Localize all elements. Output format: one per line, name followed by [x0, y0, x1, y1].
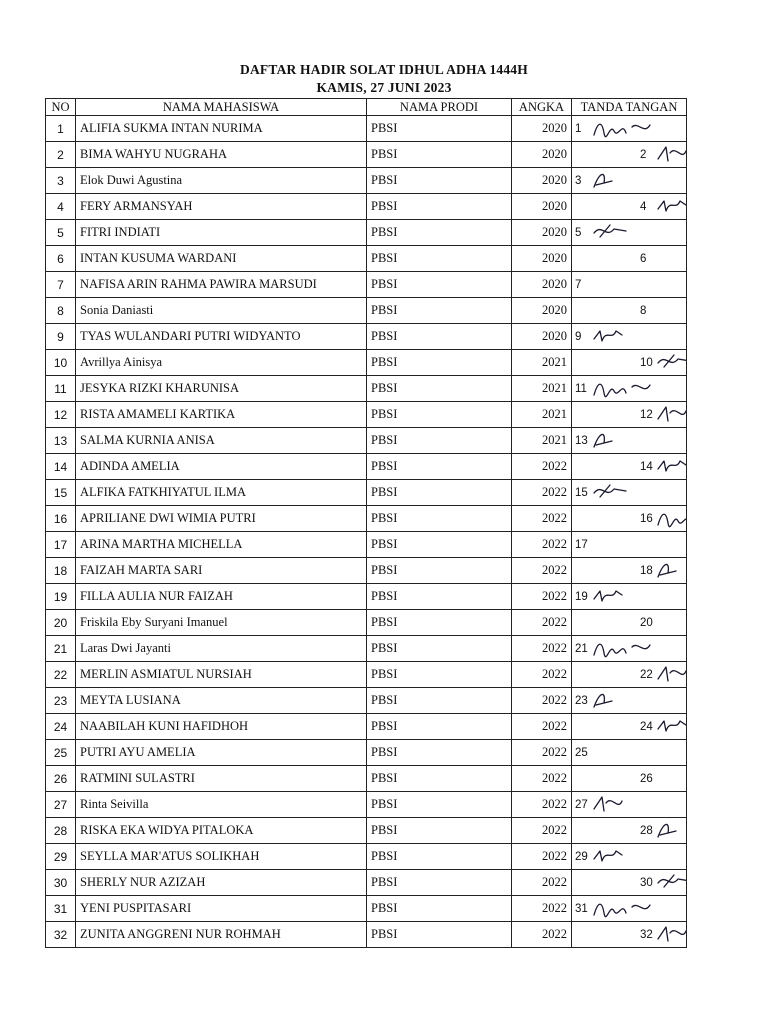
- signature-number: 16: [640, 512, 653, 525]
- handwritten-signature: [592, 585, 652, 607]
- signature-number: 29: [575, 850, 588, 863]
- enrollment-year: 2022: [512, 714, 572, 740]
- handwritten-signature: [592, 845, 652, 867]
- handwritten-signature: [656, 559, 687, 581]
- handwritten-signature: [592, 221, 652, 243]
- signature-cell: [572, 844, 687, 870]
- handwritten-signature: [592, 325, 652, 347]
- enrollment-year: 2020: [512, 246, 572, 272]
- program-name: PBSI: [367, 584, 512, 610]
- enrollment-year: 2020: [512, 116, 572, 142]
- enrollment-year: 2020: [512, 272, 572, 298]
- signature-cell: [572, 376, 687, 402]
- handwritten-signature: [656, 923, 687, 945]
- table-row: [46, 896, 687, 922]
- enrollment-year: 2022: [512, 844, 572, 870]
- row-number: 31: [46, 896, 76, 922]
- table-row: [46, 324, 687, 350]
- student-name: Laras Dwi Jayanti: [76, 636, 367, 662]
- enrollment-year: 2022: [512, 688, 572, 714]
- student-name: Sonia Daniasti: [76, 298, 367, 324]
- enrollment-year: 2022: [512, 506, 572, 532]
- student-name: JESYKA RIZKI KHARUNISA: [76, 376, 367, 402]
- enrollment-year: 2022: [512, 558, 572, 584]
- program-name: PBSI: [367, 220, 512, 246]
- student-name: SEYLLA MAR'ATUS SOLIKHAH: [76, 844, 367, 870]
- enrollment-year: 2022: [512, 610, 572, 636]
- handwritten-signature: [656, 819, 687, 841]
- student-name: MERLIN ASMIATUL NURSIAH: [76, 662, 367, 688]
- table-row: [46, 194, 687, 220]
- table-row: [46, 636, 687, 662]
- row-number: 16: [46, 506, 76, 532]
- row-number: 4: [46, 194, 76, 220]
- handwritten-signature: [656, 715, 687, 737]
- handwritten-signature: [656, 143, 687, 165]
- program-name: PBSI: [367, 376, 512, 402]
- student-name: FITRI INDIATI: [76, 220, 367, 246]
- handwritten-signature: [656, 455, 687, 477]
- signature-cell: [572, 792, 687, 818]
- signature-number: 15: [575, 486, 588, 499]
- table-row: [46, 350, 687, 376]
- table-header-row: [46, 99, 687, 116]
- row-number: 5: [46, 220, 76, 246]
- table-row: [46, 714, 687, 740]
- handwritten-signature: [592, 169, 652, 191]
- table-row: [46, 870, 687, 896]
- table-row: [46, 402, 687, 428]
- table-row: [46, 298, 687, 324]
- program-name: PBSI: [367, 818, 512, 844]
- student-name: YENI PUSPITASARI: [76, 896, 367, 922]
- enrollment-year: 2020: [512, 298, 572, 324]
- student-name: Friskila Eby Suryani Imanuel: [76, 610, 367, 636]
- enrollment-year: 2022: [512, 662, 572, 688]
- handwritten-signature: [656, 871, 687, 893]
- handwritten-signature: [592, 897, 652, 919]
- table-body: [46, 116, 687, 948]
- signature-number: 25: [575, 746, 588, 759]
- table-row: [46, 142, 687, 168]
- table-row: [46, 428, 687, 454]
- table-row: [46, 818, 687, 844]
- student-name: RISKA EKA WIDYA PITALOKA: [76, 818, 367, 844]
- row-number: 10: [46, 350, 76, 376]
- signature-cell: [572, 298, 687, 324]
- handwritten-signature: [592, 429, 652, 451]
- signature-number: 27: [575, 798, 588, 811]
- program-name: PBSI: [367, 792, 512, 818]
- student-name: APRILIANE DWI WIMIA PUTRI: [76, 506, 367, 532]
- signature-cell: [572, 324, 687, 350]
- program-name: PBSI: [367, 116, 512, 142]
- signature-cell: [572, 766, 687, 792]
- signature-number: 32: [640, 928, 653, 941]
- row-number: 19: [46, 584, 76, 610]
- program-name: PBSI: [367, 350, 512, 376]
- table-row: [46, 454, 687, 480]
- signature-number: 2: [640, 148, 647, 161]
- row-number: 27: [46, 792, 76, 818]
- program-name: PBSI: [367, 532, 512, 558]
- program-name: PBSI: [367, 896, 512, 922]
- enrollment-year: 2021: [512, 428, 572, 454]
- table-row: [46, 792, 687, 818]
- table-row: [46, 922, 687, 948]
- signature-number: 3: [575, 174, 582, 187]
- table-row: [46, 376, 687, 402]
- program-name: PBSI: [367, 844, 512, 870]
- student-name: RISTA AMAMELI KARTIKA: [76, 402, 367, 428]
- signature-cell: [572, 584, 687, 610]
- row-number: 6: [46, 246, 76, 272]
- student-name: ARINA MARTHA MICHELLA: [76, 532, 367, 558]
- signature-cell: [572, 454, 687, 480]
- enrollment-year: 2022: [512, 870, 572, 896]
- signature-cell: [572, 142, 687, 168]
- row-number: 25: [46, 740, 76, 766]
- signature-number: 31: [575, 902, 588, 915]
- program-name: PBSI: [367, 402, 512, 428]
- enrollment-year: 2020: [512, 324, 572, 350]
- enrollment-year: 2022: [512, 480, 572, 506]
- signature-cell: [572, 896, 687, 922]
- program-name: PBSI: [367, 740, 512, 766]
- table-row: [46, 220, 687, 246]
- student-name: ALFIKA FATKHIYATUL ILMA: [76, 480, 367, 506]
- signature-cell: [572, 922, 687, 948]
- enrollment-year: 2020: [512, 220, 572, 246]
- signature-number: 12: [640, 408, 653, 421]
- handwritten-signature: [656, 507, 687, 529]
- enrollment-year: 2022: [512, 740, 572, 766]
- table-row: [46, 246, 687, 272]
- signature-cell: [572, 610, 687, 636]
- student-name: SALMA KURNIA ANISA: [76, 428, 367, 454]
- enrollment-year: 2020: [512, 142, 572, 168]
- signature-number: 11: [575, 382, 587, 395]
- student-name: ZUNITA ANGGRENI NUR ROHMAH: [76, 922, 367, 948]
- row-number: 32: [46, 922, 76, 948]
- handwritten-signature: [656, 403, 687, 425]
- signature-number: 19: [575, 590, 588, 603]
- signature-number: 26: [640, 772, 653, 785]
- enrollment-year: 2022: [512, 896, 572, 922]
- row-number: 13: [46, 428, 76, 454]
- signature-number: 8: [640, 304, 647, 317]
- program-name: PBSI: [367, 272, 512, 298]
- table-row: [46, 168, 687, 194]
- table-row: [46, 844, 687, 870]
- row-number: 20: [46, 610, 76, 636]
- program-name: PBSI: [367, 610, 512, 636]
- student-name: Avrillya Ainisya: [76, 350, 367, 376]
- signature-cell: [572, 480, 687, 506]
- signature-number: 1: [575, 122, 582, 135]
- signature-number: 13: [575, 434, 588, 447]
- student-name: PUTRI AYU AMELIA: [76, 740, 367, 766]
- student-name: FAIZAH MARTA SARI: [76, 558, 367, 584]
- enrollment-year: 2022: [512, 792, 572, 818]
- signature-number: 30: [640, 876, 653, 889]
- enrollment-year: 2022: [512, 922, 572, 948]
- program-name: PBSI: [367, 870, 512, 896]
- handwritten-signature: [656, 195, 687, 217]
- header-signature: TANDA TANGAN: [572, 99, 687, 116]
- student-name: ALIFIA SUKMA INTAN NURIMA: [76, 116, 367, 142]
- row-number: 1: [46, 116, 76, 142]
- signature-cell: [572, 740, 687, 766]
- row-number: 12: [46, 402, 76, 428]
- student-name: TYAS WULANDARI PUTRI WIDYANTO: [76, 324, 367, 350]
- table-row: [46, 480, 687, 506]
- signature-number: 5: [575, 226, 582, 239]
- handwritten-signature: [592, 689, 652, 711]
- program-name: PBSI: [367, 506, 512, 532]
- signature-cell: [572, 428, 687, 454]
- program-name: PBSI: [367, 662, 512, 688]
- row-number: 9: [46, 324, 76, 350]
- row-number: 22: [46, 662, 76, 688]
- enrollment-year: 2022: [512, 636, 572, 662]
- signature-cell: [572, 402, 687, 428]
- student-name: ADINDA AMELIA: [76, 454, 367, 480]
- header-no: NO: [46, 99, 76, 116]
- program-name: PBSI: [367, 688, 512, 714]
- row-number: 3: [46, 168, 76, 194]
- enrollment-year: 2021: [512, 376, 572, 402]
- program-name: PBSI: [367, 142, 512, 168]
- attendance-table: [45, 98, 687, 948]
- signature-number: 9: [575, 330, 582, 343]
- enrollment-year: 2022: [512, 818, 572, 844]
- handwritten-signature: [592, 793, 652, 815]
- program-name: PBSI: [367, 558, 512, 584]
- table-row: [46, 116, 687, 142]
- row-number: 8: [46, 298, 76, 324]
- enrollment-year: 2022: [512, 584, 572, 610]
- row-number: 18: [46, 558, 76, 584]
- program-name: PBSI: [367, 428, 512, 454]
- row-number: 29: [46, 844, 76, 870]
- row-number: 21: [46, 636, 76, 662]
- program-name: PBSI: [367, 480, 512, 506]
- signature-cell: [572, 662, 687, 688]
- enrollment-year: 2022: [512, 454, 572, 480]
- table-row: [46, 740, 687, 766]
- row-number: 28: [46, 818, 76, 844]
- signature-number: 24: [640, 720, 653, 733]
- handwritten-signature: [656, 351, 687, 373]
- program-name: PBSI: [367, 766, 512, 792]
- student-name: FILLA AULIA NUR FAIZAH: [76, 584, 367, 610]
- program-name: PBSI: [367, 194, 512, 220]
- student-name: SHERLY NUR AZIZAH: [76, 870, 367, 896]
- enrollment-year: 2022: [512, 766, 572, 792]
- row-number: 24: [46, 714, 76, 740]
- header-year: ANGKA: [512, 99, 572, 116]
- program-name: PBSI: [367, 636, 512, 662]
- table-row: [46, 272, 687, 298]
- row-number: 7: [46, 272, 76, 298]
- enrollment-year: 2020: [512, 168, 572, 194]
- signature-number: 7: [575, 278, 582, 291]
- handwritten-signature: [656, 663, 687, 685]
- table-row: [46, 662, 687, 688]
- signature-cell: [572, 714, 687, 740]
- enrollment-year: 2022: [512, 532, 572, 558]
- student-name: FERY ARMANSYAH: [76, 194, 367, 220]
- signature-cell: [572, 818, 687, 844]
- student-name: INTAN KUSUMA WARDANI: [76, 246, 367, 272]
- signature-number: 28: [640, 824, 653, 837]
- signature-number: 18: [640, 564, 653, 577]
- student-name: MEYTA LUSIANA: [76, 688, 367, 714]
- signature-number: 14: [640, 460, 653, 473]
- program-name: PBSI: [367, 246, 512, 272]
- program-name: PBSI: [367, 714, 512, 740]
- signature-cell: [572, 246, 687, 272]
- student-name: Rinta Seivilla: [76, 792, 367, 818]
- program-name: PBSI: [367, 168, 512, 194]
- signature-number: 21: [575, 642, 588, 655]
- row-number: 30: [46, 870, 76, 896]
- document-title: DAFTAR HADIR SOLAT IDHUL ADHA 1444H: [240, 62, 528, 77]
- signature-number: 20: [640, 616, 653, 629]
- student-name: RATMINI SULASTRI: [76, 766, 367, 792]
- handwritten-signature: [592, 481, 652, 503]
- row-number: 26: [46, 766, 76, 792]
- table-row: [46, 506, 687, 532]
- enrollment-year: 2021: [512, 402, 572, 428]
- table-row: [46, 688, 687, 714]
- student-name: BIMA WAHYU NUGRAHA: [76, 142, 367, 168]
- document-date: KAMIS, 27 JUNI 2023: [316, 80, 452, 95]
- program-name: PBSI: [367, 298, 512, 324]
- signature-cell: [572, 688, 687, 714]
- handwritten-signature: [592, 377, 652, 399]
- program-name: PBSI: [367, 324, 512, 350]
- signature-cell: [572, 272, 687, 298]
- signature-number: 17: [575, 538, 588, 551]
- signature-number: 23: [575, 694, 588, 707]
- signature-cell: [572, 116, 687, 142]
- handwritten-signature: [592, 117, 652, 139]
- student-name: Elok Duwi Agustina: [76, 168, 367, 194]
- signature-cell: [572, 532, 687, 558]
- signature-cell: [572, 194, 687, 220]
- table-row: [46, 558, 687, 584]
- signature-number: 6: [640, 252, 647, 265]
- signature-cell: [572, 506, 687, 532]
- row-number: 17: [46, 532, 76, 558]
- row-number: 11: [46, 376, 76, 402]
- signature-number: 10: [640, 356, 653, 369]
- table-row: [46, 610, 687, 636]
- signature-cell: [572, 168, 687, 194]
- header-program: NAMA PRODI: [367, 99, 512, 116]
- signature-cell: [572, 870, 687, 896]
- program-name: PBSI: [367, 922, 512, 948]
- row-number: 2: [46, 142, 76, 168]
- signature-number: 22: [640, 668, 653, 681]
- signature-cell: [572, 220, 687, 246]
- row-number: 14: [46, 454, 76, 480]
- enrollment-year: 2020: [512, 194, 572, 220]
- signature-cell: [572, 350, 687, 376]
- student-name: NAABILAH KUNI HAFIDHOH: [76, 714, 367, 740]
- table-row: [46, 766, 687, 792]
- row-number: 15: [46, 480, 76, 506]
- signature-cell: [572, 636, 687, 662]
- table-row: [46, 532, 687, 558]
- enrollment-year: 2021: [512, 350, 572, 376]
- program-name: PBSI: [367, 454, 512, 480]
- student-name: NAFISA ARIN RAHMA PAWIRA MARSUDI: [76, 272, 367, 298]
- signature-number: 4: [640, 200, 647, 213]
- row-number: 23: [46, 688, 76, 714]
- table-row: [46, 584, 687, 610]
- signature-cell: [572, 558, 687, 584]
- header-student-name: NAMA MAHASISWA: [76, 99, 367, 116]
- handwritten-signature: [592, 637, 652, 659]
